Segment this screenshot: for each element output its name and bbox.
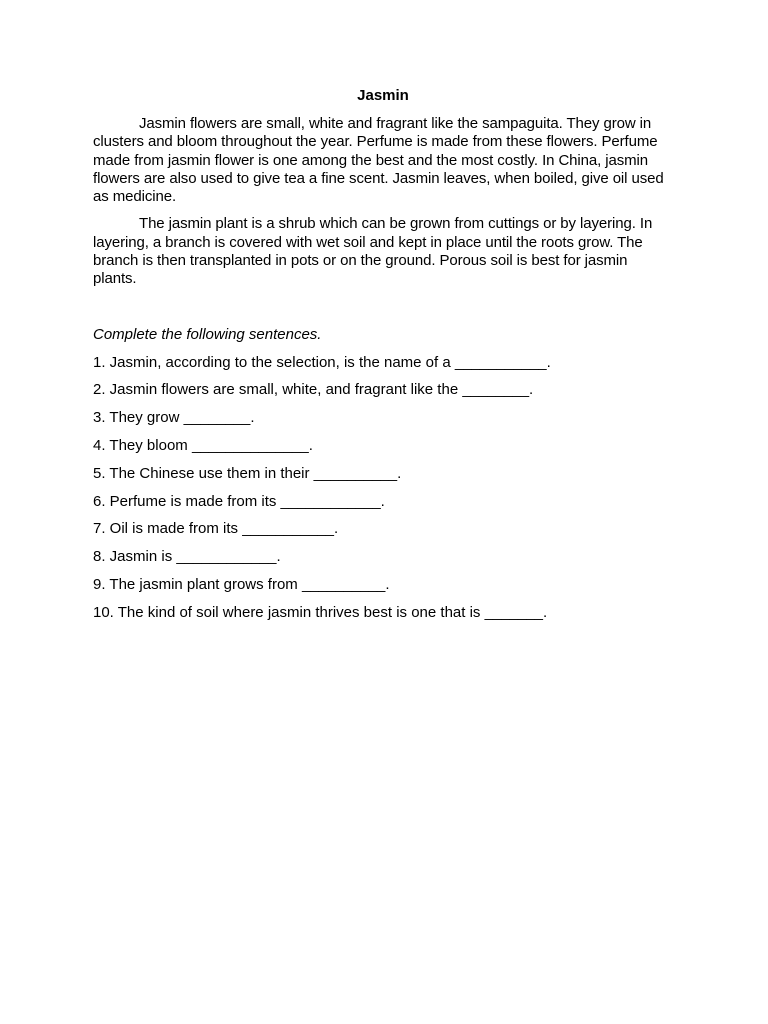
paragraph: Jasmin flowers are small, white and fragrant like the sampaguita. They grow in clusters and bloom throughout the year. Perfume is made from these flowers. Perfume made from jasmin flower is one among the best and the most costly. In China, jasmin flowers are also used to give tea a fine scent. Jasmin leaves, when boiled, give oil used as medicine. <box>93 115 664 206</box>
question-item: 10. The kind of soil where jasmin thrives best is one that is _______. <box>93 603 548 621</box>
document-title: Jasmin <box>357 87 409 104</box>
question-item: 2. Jasmin flowers are small, white, and fragrant like the ________. <box>93 381 534 399</box>
paragraph: The jasmin plant is a shrub which can be grown from cuttings or by layering. In layering, a branch is covered with wet soil and kept in place until the roots grow. The branch is then transplanted in pots or on the ground. Porous soil is best for jasmin plants. <box>93 215 653 288</box>
question-item: 4. They bloom ______________. <box>93 437 313 455</box>
question-list <box>93 354 673 622</box>
question-item: 5. The Chinese use them in their __________. <box>93 464 402 482</box>
document-body <box>93 86 673 632</box>
question-item: 1. Jasmin, according to the selection, is the name of a ___________. <box>93 353 551 371</box>
question-item: 6. Perfume is made from its ____________. <box>93 492 385 510</box>
question-item: 9. The jasmin plant grows from __________. <box>93 576 390 594</box>
question-item: 3. They grow ________. <box>93 409 255 427</box>
question-item: 8. Jasmin is ____________. <box>93 548 281 566</box>
instructions: Complete the following sentences. <box>93 325 322 343</box>
question-item: 7. Oil is made from its ___________. <box>93 520 339 538</box>
